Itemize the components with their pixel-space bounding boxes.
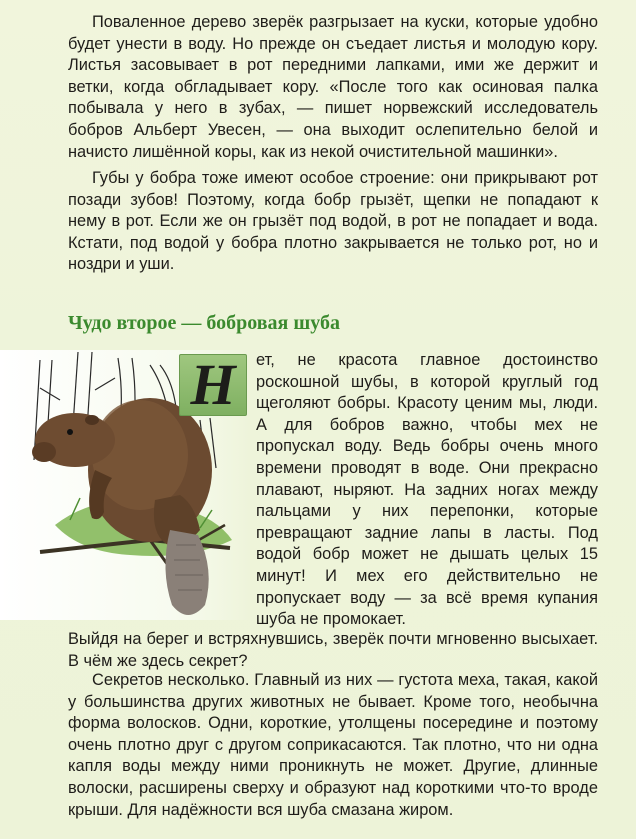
paragraph-fur-intro: ет, не красота главное достоинство роскошной шубы, в которой круглый год щеголяют бобры. Красоту ценим мы, люди. А для бобров важно, чтобы мех не пропускал воду. Ведь бобры очень много времени проводят в воде. Они прекрасно плавают, ныряют. На задних ногах между пальцами у них перепонки, которые превращают задние лапы в ласты. Под водой бобр может не дышать целых 15 минут! И мех его действительно не пропускает воду — за всё время купания шуба не промокает. xyxy=(256,351,598,629)
paragraph-fur-secrets: Секретов несколько. Главный из них — густота меха, такая, какой у большинства других животных не бывает. Кроме того, необычна форма волосков. Одни, короткие, утолщены посередине и поэтому очень плотно друг с другом соприкасаются. Так плотно, что ни одна капля воды между ними проникнуть не может. Другие, длинные волоски, расширены сверху и образуют над короткими что-то вроде крыши. Для надёжности вся шуба смазана жиром. xyxy=(68,671,598,819)
paragraph-lips: Губы у бобра тоже имеют особое строение: они прикрывают рот позади зубов! Поэтому, когда бобр грызёт, щепки не попадают к нему в рот. Если же он грызёт под водой, в рот не попадает и вода. Кстати, под водой у бобра плотно закрывается не только рот, но и ноздри и уши. xyxy=(68,169,598,274)
beaver xyxy=(32,398,212,615)
section-title: Чудо второе — бобровая шуба xyxy=(68,312,341,334)
beaver-illustration xyxy=(0,0,250,625)
paragraph-gnawing: Поваленное дерево зверёк разгрызает на куски, которые удобно будет унести в воду. Но прежде он съедает листья и молодую кору. Листья засовывает в рот передними лапками, ими же держит и ветки, когда обгладывает кору. «После того как осиновая палка побывала у него в зубах, — пишет норвежский исследователь бобров Альберт Увесен, — она выходит ослепительно белой и начисто лишённой коры, как из некой очистительной машинки». xyxy=(68,13,598,161)
dropcap-letter: Н xyxy=(190,352,236,417)
paragraph-fur-continuation: Выйдя на берег и встряхнувшись, зверёк почти мгновенно высыхает. В чём же здесь секрет? xyxy=(68,630,598,670)
dropcap-box xyxy=(179,354,247,416)
